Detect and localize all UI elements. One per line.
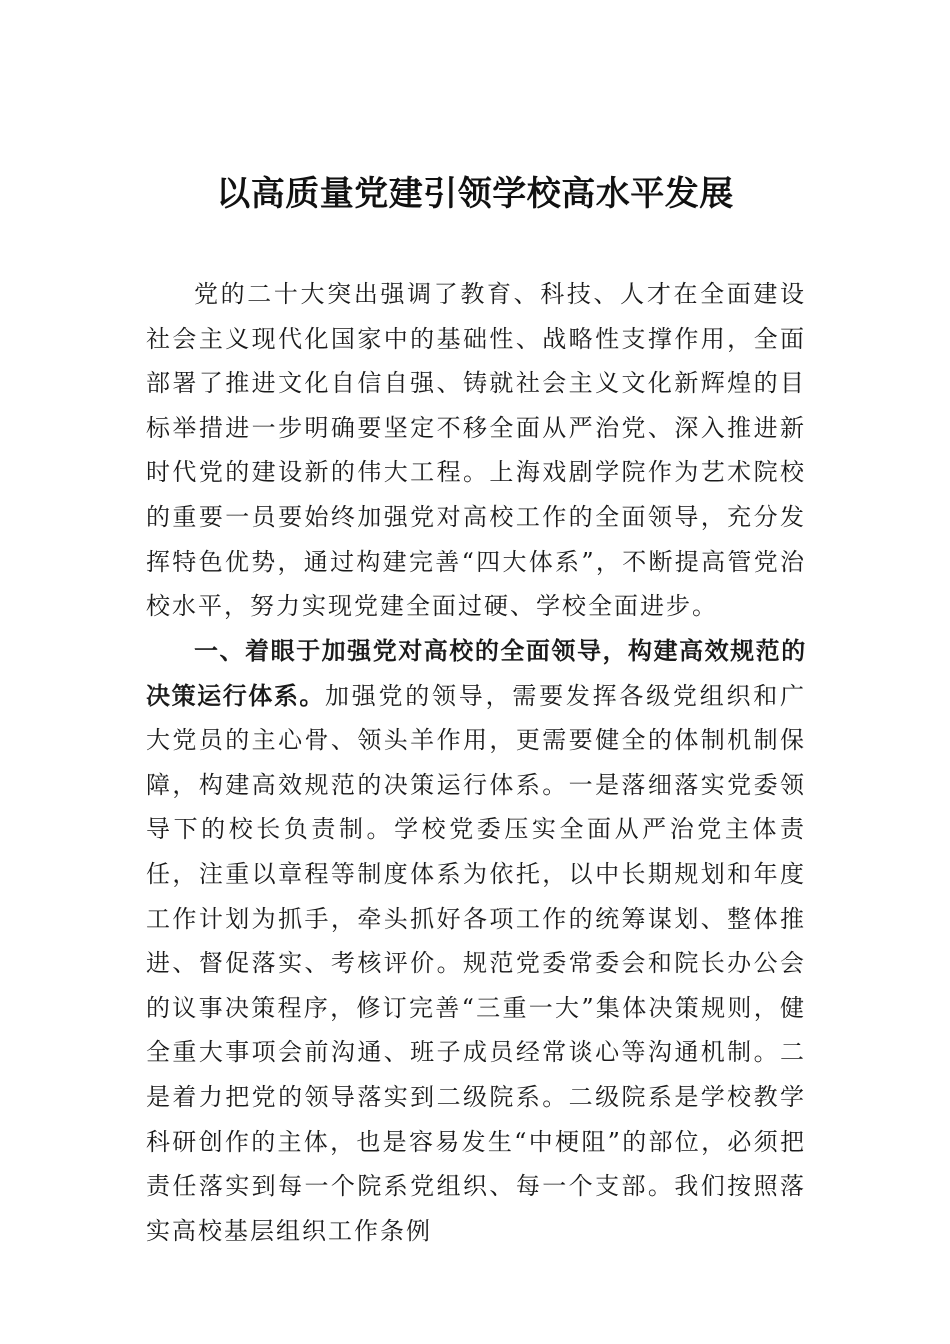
paragraph-intro-text: 党的二十大突出强调了教育、科技、人才在全面建设社会主义现代化国家中的基础性、战略性支撑作用，全面部署了推进文化自信自强、铸就社会主义文化新辉煌的目标举措进一步明确要坚定不移全面从严治党、深入推进新时代党的建设新的伟大工程。上海戏剧学院作为艺术院校的重要一员要始终加强党对高校工作的全面领导，充分发挥特色优势，通过构建完善“四大体系”，不断提高管党治校水平，努力实现党建全面过硬、学校全面进步。 bbox=[146, 280, 806, 621]
paragraph-section-one bbox=[146, 629, 806, 1253]
section-one-heading: 一、着眼于加强党对高校的全面领导，构建高效规范的决策运行体系。 bbox=[146, 637, 806, 710]
section-one-text: 加强党的领导，需要发挥各级党组织和广大党员的主心骨、领头羊作用，更需要健全的体制机制保障，构建高效规范的决策运行体系。一是落细落实党委领导下的校长负责制。学校党委压实全面从严治党主体责任，注重以章程等制度体系为依托，以中长期规划和年度工作计划为抓手，牵头抓好各项工作的统筹谋划、整体推进、督促落实、考核评价。规范党委常委会和院长办公会的议事决策程序，修订完善“三重一大”集体决策规则，健全重大事项会前沟通、班子成员经常谈心等沟通机制。二是着力把党的领导落实到二级院系。二级院系是学校教学科研创作的主体，也是容易发生“中梗阻”的部位，必须把责任落实到每一个院系党组织、每一个支部。我们按照落实高校基层组织工作条例 bbox=[146, 681, 806, 1245]
paragraph-intro bbox=[146, 272, 806, 629]
document-title: 以高质量党建引领学校高水平发展 bbox=[216, 174, 734, 214]
